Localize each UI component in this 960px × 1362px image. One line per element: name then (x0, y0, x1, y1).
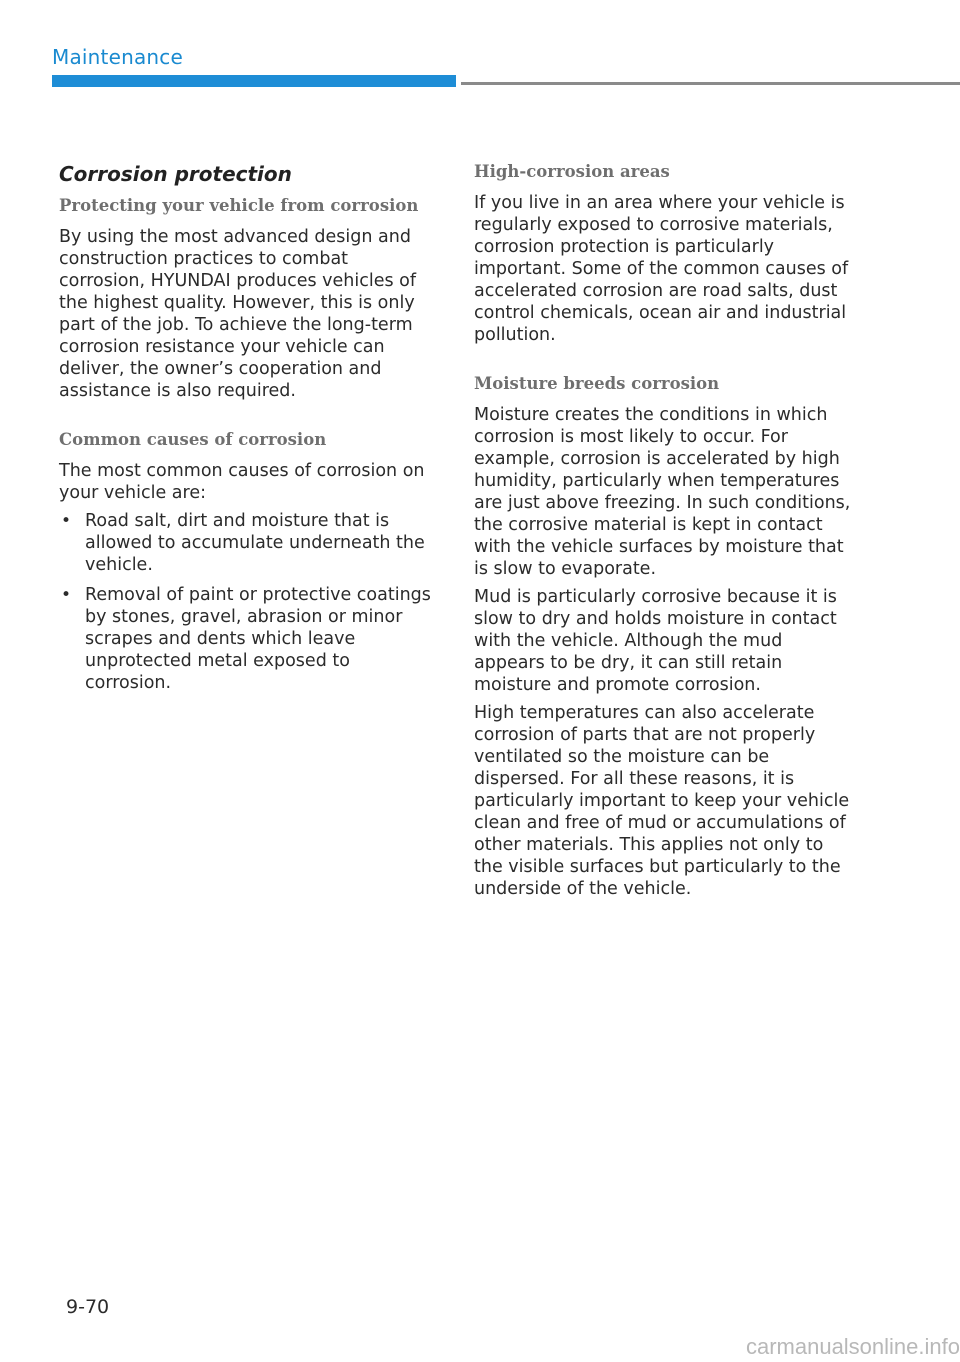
subheading-protecting: Protecting your vehicle from corrosion (59, 196, 419, 215)
left-column (59, 160, 431, 702)
subheading-high-corrosion: High-corrosion areas (474, 162, 670, 181)
header-accent-rule (52, 75, 456, 87)
list-item-text: Removal of paint or protective coatings by stones, gravel, abrasion or minor scrapes and dents which leave unprotected metal exposed to corrosion. (85, 585, 431, 693)
causes-list (59, 510, 431, 694)
paragraph-high-corrosion: If you live in an area where your vehicle is regularly exposed to corrosive materials, corrosion protection is particularly important. Some of the common causes of accelerated corrosion are road salts, dust control chemicals, ocean air and industrial pollution. (474, 193, 849, 345)
list-item (59, 510, 431, 576)
bullet-icon: • (61, 511, 72, 531)
paragraph-moisture: Moisture creates the conditions in which corrosion is most likely to occur. For example, corrosion is accelerated by high humidity, particularly when temperatures are just above freezing. In such conditions, the corrosive material is kept in contact with the vehicle surfaces by moisture that is slow to evaporate. (474, 405, 851, 579)
subheading-common-causes: Common causes of corrosion (59, 430, 327, 449)
section-title: Corrosion protection (59, 162, 292, 186)
watermark: carmanualsonline.info (745, 1334, 960, 1359)
right-column (474, 160, 856, 906)
subheading-moisture: Moisture breeds corrosion (474, 374, 720, 393)
header-divider-rule (461, 82, 960, 85)
bullet-icon: • (61, 585, 72, 605)
page-header-title: Maintenance (52, 45, 183, 69)
paragraph-common-causes: The most common causes of corrosion on your vehicle are: (59, 461, 425, 503)
paragraph-high-temperatures: High temperatures can also accelerate corrosion of parts that are not properly ventilated so the moisture can be dispersed. For all these reasons, it is particularly important to keep your vehicle clean and free of mud or accumulations of other materials. This applies not only to the visible surfaces but particularly to the underside of the vehicle. (474, 703, 850, 899)
paragraph-protecting: By using the most advanced design and construction practices to combat corrosion, HYUNDAI produces vehicles of the highest quality. However, this is only part of the job. To achieve the long-term corrosion resistance your vehicle can deliver, the owner’s cooperation and assistance is also required. (59, 227, 417, 401)
page-number: 9-70 (66, 1296, 110, 1318)
list-item (59, 584, 431, 694)
list-item-text: Road salt, dirt and moisture that is allowed to accumulate underneath the vehicle. (85, 511, 425, 575)
paragraph-mud: Mud is particularly corrosive because it is slow to dry and holds moisture in contact with the vehicle. Although the mud appears to be dry, it can still retain moisture and promote corrosion. (474, 587, 837, 695)
